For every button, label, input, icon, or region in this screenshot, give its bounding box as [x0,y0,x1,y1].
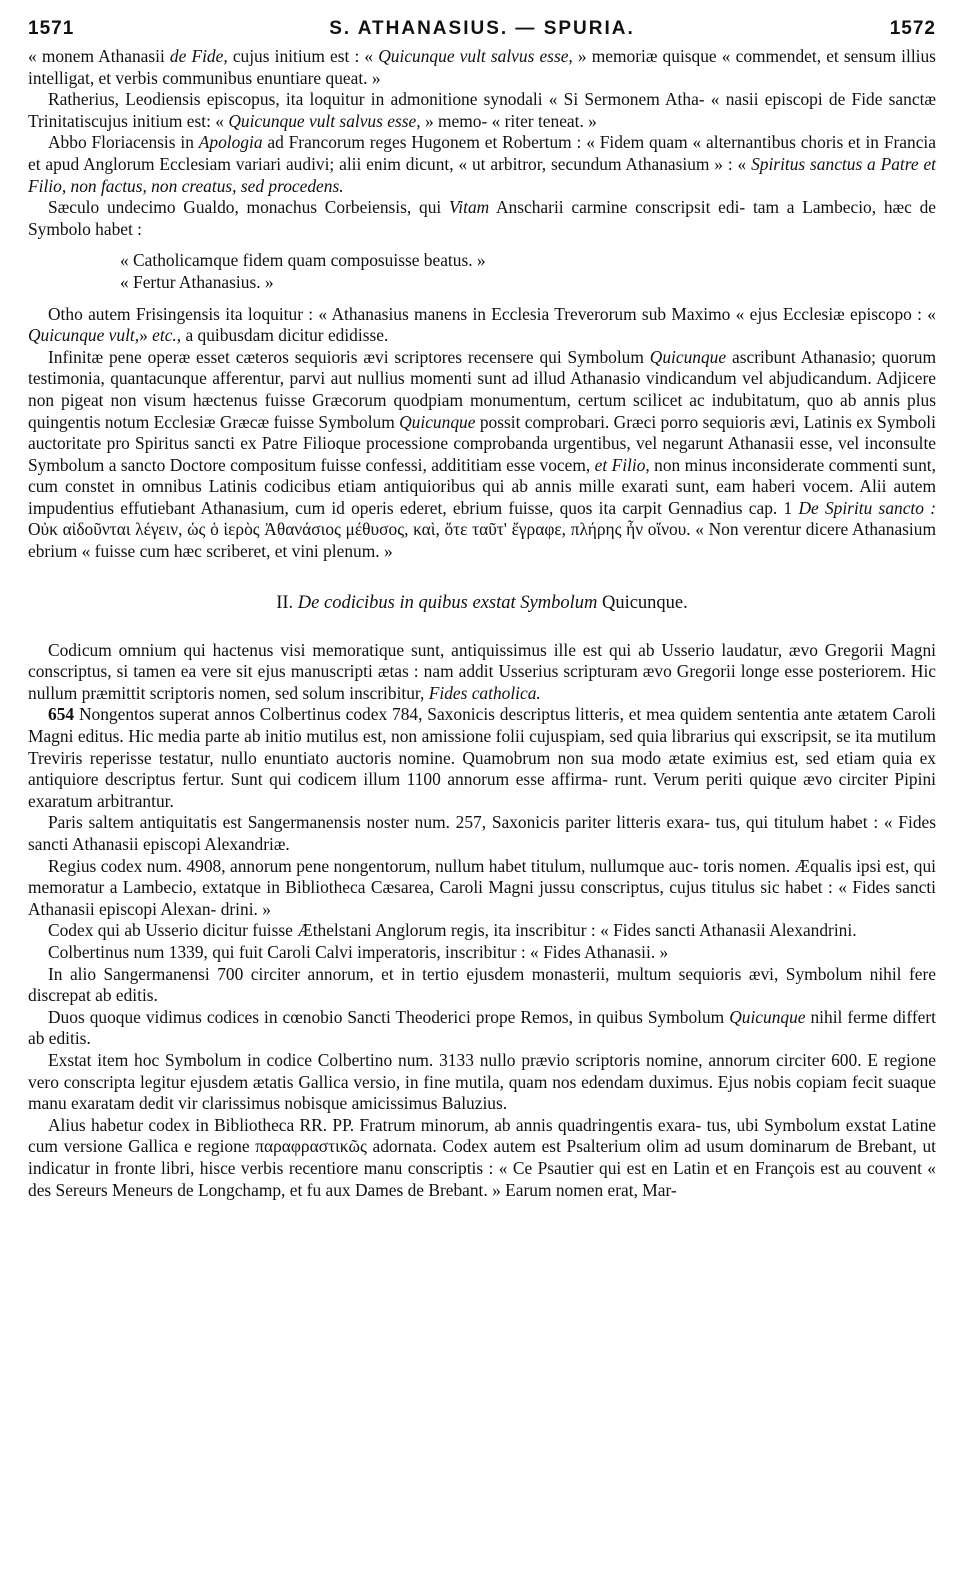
running-title: S. ATHANASIUS. — SPURIA. [329,18,635,39]
margin-number: 654 [48,704,75,725]
paragraph-infinitae: Infinitæ pene operæ esset cæteros sequioris ævi scriptores recensere qui Symbolum Quicunque ascribunt Athanasio; quorum testimonia, quantacunque afferentur, parvi aut nullius momenti sunt ad illud Athanasio vindicandum vel abjudicandum. Adjicere non pigeat non visum hæctenus fuisse Græcorum quodpiam monumentum, certum scilicet ac indubitatum, quo ab annis plus quingentis notum Ecclesiæ Græcæ fuisse Symbolum Quicunque possit comprobari. Græci porro sequioris ævi, Latinis ex Symboli auctoritate pro Spiritus sancti ex Patre Filioque processione comprobanda urgentibus, vel negarunt Athanasii esse, vel inconsulte Symbolum a sancto Doctore compositum fuisse confessi, addititiam esse vocem, et Filio, non minus inconsiderate commenti sunt, cum constet in omnibus Latinis codicibus etiam antiquioribus qui ab annis mille exarati sunt, eam haberi vocem. Alii autem impudentius effutiebant Athanasium, cum id operis ederet, ebrium fuisse, quos ita carpit Gennadius cap. 1 De Spiritu sancto : Οὐκ αἰδοῦνται λέγειν, ὡς ὁ ἱερὸς Ἀθανάσιος μέθυσος, καὶ, ὅτε ταῦτ' ἔγραφε, πλήρης ἦν οἴνου. « Non verentur dicere Athanasium ebrium « fuisse cum hæc scriberet, et vini plenum. » [28,346,936,562]
paragraph-otho: Otho autem Frisingensis ita loquitur : « Athanasius manens in Ecclesia Treverorum sub Maximo « ejus Ecclesiæ episcopo : « Quicunque vult,» etc., a quibusdam dicitur edidisse. [28,303,936,346]
paragraph-abbo: Abbo Floriacensis in Apologia ad Francorum reges Hugonem et Robertum : « Fidem quam « alternantibus choris et in Francia et apud Anglorum Ecclesiam variari audivi; alii enim dicunt, « ut arbitror, secundum Athanasium » : « Spiritus sanctus a Patre et Filio, non factus, non creatus, sed procedens. [28,132,936,196]
paragraph-regius: Regius codex num. 4908, annorum pene nongentorum, nullum habet titulum, nullumque auc- toris nomen. Æqualis ipsi est, qui memoratur a Lambecio, extatque in Bibliotheca Cæsarea, Caroli Magni jussu conscriptus, cujus titulus sic habet : « Fides sancti Athanasii episcopi Alexan- drini. » [28,855,936,919]
paragraph-paris: Paris saltem antiquitatis est Sangermanensis noster num. 257, Saxonicis pariter litteris exara- tus, qui titulum habet : « Fides sancti Athanasii episcopi Alexandriæ. [28,812,936,854]
paragraph-nongentos: 654 Nongentos superat annos Colbertinus codex 784, Saxonicis descriptus litteris, et mea quidem sententia ante ætatem Caroli Magni editus. Hic media parte ab initio mutilus est, non amissione folii cujuspiam, sed quia librarius qui exscripsit, se ita mutilum Treviris reperisse testatur, nullo enuntiato auctoris nomine. Quamobrum non sua modo ætate eximius est, sed etiam quia ex antiquiore descriptus fertur. Sunt qui codicem illum 1100 annorum esse affirma- runt. Verum periti quique ævo circiter Pipini exaratum arbitrantur. [28,704,936,811]
paragraph-saeculo: Sæculo undecimo Gualdo, monachus Corbeiensis, qui Vitam Anscharii carmine conscripsit edi- tam a Lambecio, hæc de Symbolo habet : [28,197,936,239]
paragraph-colbertinus: Colbertinus num 1339, qui fuit Caroli Calvi imperatoris, inscribitur : « Fides Athanasii. » [48,941,669,962]
paragraph-quote-continuation: « monem Athanasii de Fide, cujus initium est : « Quicunque vult salvus esse, » memoriæ quisque « commendet, et sensum illius intelligat, et verbis communibus enuntiare queat. » [28,46,936,88]
verse-line-2: « Fertur Athanasius. » [120,271,274,292]
right-column-number: 1572 [889,18,936,39]
paragraph-duos: Duos quoque vidimus codices in cœnobio Sancti Theoderici prope Remos, in quibus Symbolum Quicunque nihil ferme differt ab editis. [28,1006,937,1049]
paragraph-alius: Alius habetur codex in Bibliotheca RR. PP. Fratrum minorum, ab annis quadringentis exara- tus, ubi Symbolum exstat Latine cum versione Gallica e regione παραφραστικῶς adornata. Codex autem est Psalterium olim ad usum dominarum de Brebant, ut indicatur in fronte libri, hisce verbis recentiore manu conscriptis : « Ce Psautier qui est en Latin et en François est au couvent « des Sereurs Meneurs de Longchamp, et fu aux Dames de Brebant. » Earum nomen erat, Mar- [28,1114,936,1200]
paragraph-exstat: Exstat item hoc Symbolum in codice Colbertino num. 3133 nullo prævio scriptoris nomine, annorum circiter 600. E regione vero conscripta legitur ejusdem ætatis Gallica versio, in fine mutila, quam nos edendam duximus. Ejus nobis copiam fecit suaque manu exaratam dedit vir clarissimus nobisque amicissimus Baluzius. [28,1049,936,1114]
paragraph-ratherius: Ratherius, Leodiensis episcopus, ita loquitur in admonitione synodali « Si Sermonem Atha- « nasii episcopi de Fide sanctæ Trinitatiscujus initium est: « Quicunque vult salvus esse, » memo- « riter teneat. » [28,89,936,131]
verse-line-1: « Catholicamque fidem quam composuisse beatus. » [120,250,486,271]
paragraph-in-alio: In alio Sangermanensi 700 circiter annorum, et in tertio ejusdem monasterii, multum sequioris ævi, Symbolum nihil fere discrepat ab editis. [28,963,936,1006]
running-header [28,18,936,40]
paragraph-codicum: Codicum omnium qui hactenus visi memoratique sunt, antiquissimus ille est qui ab Usserio laudatur, ævo Gregorii Magni conscriptus, si tamen ea vere sit ejus manuscripti ætas : nam addit Usserius scripturam ævo Gregorii longe esse posteriorem. Hic nullum præmittit scriptoris nomen, sed solum inscribitur, Fides catholica. [28,639,936,703]
paragraph-codex: Codex qui ab Usserio dicitur fuisse Æthelstani Anglorum regis, ita inscribitur : « Fides sancti Athanasii Alexandrini. [48,920,857,941]
left-column-number: 1571 [28,18,75,39]
section-heading: II. De codicibus in quibus exstat Symbolum Quicunque. [276,592,688,613]
verse-quote [120,250,936,293]
